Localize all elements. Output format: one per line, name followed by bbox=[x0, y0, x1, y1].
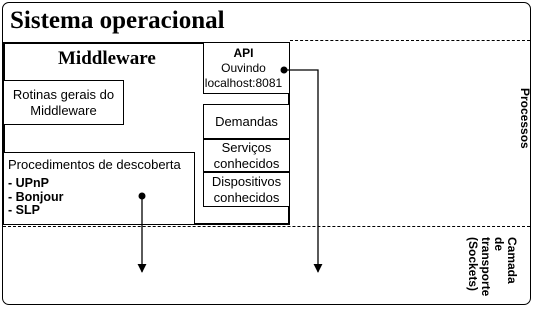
processes-layer-label: Processos bbox=[518, 88, 532, 149]
known-services-line-1: Serviços bbox=[221, 139, 272, 155]
api-address: localhost:8081 bbox=[204, 75, 283, 90]
api-listening-label: Ouvindo bbox=[221, 60, 266, 75]
protocol-slp: - SLP bbox=[8, 203, 40, 217]
general-routines-line-2: Middleware bbox=[30, 102, 97, 118]
protocol-bonjour: - Bonjour bbox=[8, 189, 64, 204]
discovery-procedures-title: Procedimentos de descoberta bbox=[8, 157, 181, 172]
known-services-line-2: conhecidos bbox=[213, 155, 280, 171]
demands-label: Demandas bbox=[215, 113, 278, 129]
known-devices-line-2: conhecidos bbox=[213, 189, 280, 205]
api-socket-arrow bbox=[281, 67, 319, 273]
discovery-socket-arrow bbox=[139, 193, 146, 273]
transport-label-line-3: transporte bbox=[479, 237, 493, 297]
protocol-upnp: - UPnP bbox=[8, 176, 49, 190]
api-title: API bbox=[233, 45, 254, 60]
api-socket-line bbox=[284, 70, 318, 272]
transport-label-line-4: (Sockets) bbox=[466, 237, 480, 292]
general-routines-line-1: Rotinas gerais do bbox=[12, 86, 115, 102]
os-title: Sistema operacional bbox=[10, 7, 225, 34]
transport-label-line-1: Camada bbox=[505, 237, 519, 284]
known-devices-line-1: Dispositivos bbox=[211, 173, 282, 189]
middleware-title: Middleware bbox=[58, 48, 156, 69]
transport-label-line-2: de bbox=[492, 237, 506, 252]
